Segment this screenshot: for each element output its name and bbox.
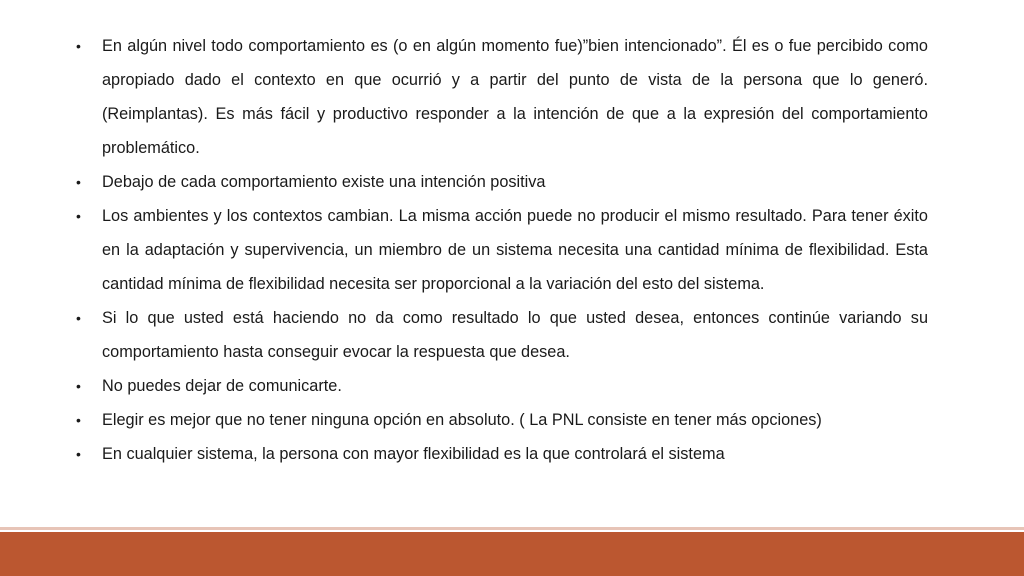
bullet-icon: • [76, 310, 81, 326]
bullet-icon: • [76, 208, 81, 224]
bullet-item [74, 301, 928, 369]
bullet-text: Los ambientes y los contextos cambian. La misma acción puede no producir el mismo resultado. Para tener éxito en la adaptación y supervivencia, un miembro de un sistema necesita una cantidad mínima de flexibilidad. Esta cantidad mínima de flexibilidad necesita ser proporcional a la variación del esto del sistema. [102, 207, 928, 293]
bullet-icon: • [76, 412, 81, 428]
bullet-text: Elegir es mejor que no tener ninguna opción en absoluto. ( La PNL consiste en tener más opciones) [102, 411, 822, 429]
bullet-icon: • [76, 38, 81, 54]
bullet-item [74, 369, 928, 403]
footer-bar [0, 532, 1024, 576]
bullet-text: En cualquier sistema, la persona con mayor flexibilidad es la que controlará el sistema [102, 445, 725, 463]
bullet-item [74, 165, 928, 199]
bullet-item [74, 29, 928, 165]
bullet-item [74, 199, 928, 301]
bullet-list [74, 29, 928, 471]
bullet-text: No puedes dejar de comunicarte. [102, 377, 342, 395]
bullet-text: En algún nivel todo comportamiento es (o en algún momento fue)”bien intencionado”. Él es o fue percibido como apropiado dado el contexto en que ocurrió y a partir del punto de vista de la persona que lo generó. (Reimplantas). Es más fácil y productivo responder a la intención de que a la expresión del comportamiento problemático. [102, 37, 928, 157]
bullet-icon: • [76, 174, 81, 190]
bullet-text: Si lo que usted está haciendo no da como resultado lo que usted desea, entonces continúe variando su comportamiento hasta conseguir evocar la respuesta que desea. [102, 309, 928, 361]
bullet-item [74, 437, 928, 471]
footer-accent-line [0, 527, 1024, 530]
bullet-icon: • [76, 446, 81, 462]
bullet-item [74, 403, 928, 437]
bullet-icon: • [76, 378, 81, 394]
bullet-text: Debajo de cada comportamiento existe una intención positiva [102, 173, 546, 191]
